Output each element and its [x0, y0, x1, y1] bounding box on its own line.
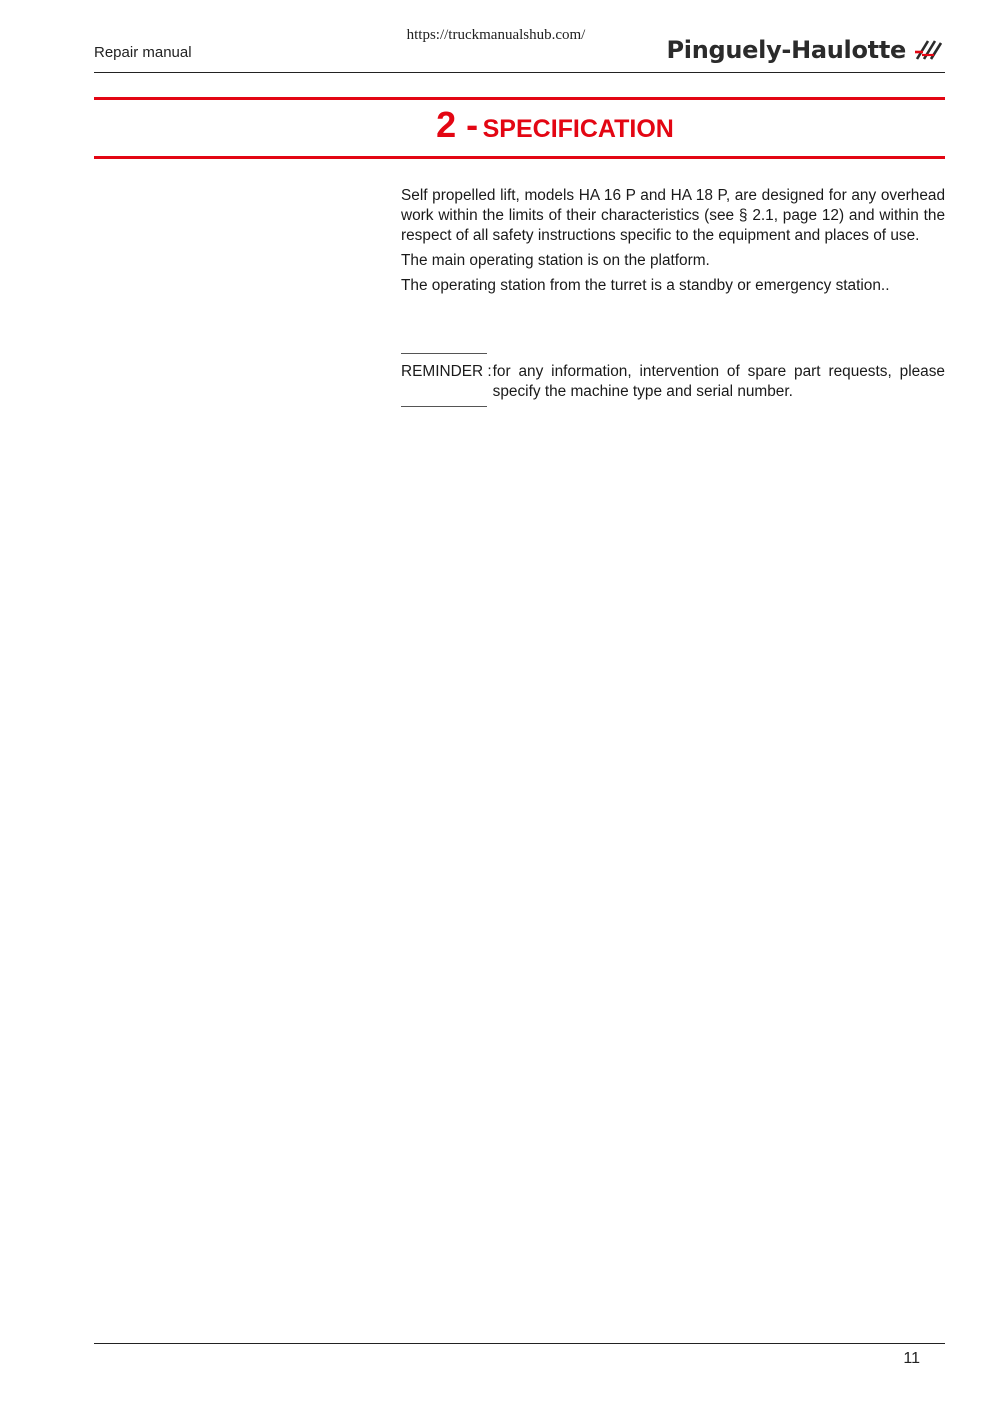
- reminder-rule-bottom: [401, 406, 487, 407]
- reminder-row: [401, 362, 945, 402]
- header-divider: [94, 72, 945, 73]
- page-number: 11: [903, 1350, 920, 1367]
- paragraph-intro: Self propelled lift, models HA 16 P and HA 18 P, are designed for any overhead work within the limits of their characteristics (see § 2.1, page 12) and within the respect of all safety instructions specific to the equipment and places of use.: [401, 187, 945, 244]
- chapter-name: SPECIFICATION: [482, 115, 674, 143]
- chapter-number: 2 -: [436, 104, 479, 145]
- body-text: [401, 186, 945, 301]
- brand-slashes-logo-icon: [914, 38, 942, 62]
- reminder-note: [401, 353, 945, 407]
- brand-name: Pinguely-Haulotte: [666, 36, 906, 64]
- reminder-text: for any information, intervention of spare part requests, please specify the machine type and serial number.: [492, 363, 945, 400]
- brand-header: [667, 36, 942, 64]
- reminder-rule-top: [401, 353, 487, 354]
- manual-type-label: Repair manual: [94, 44, 192, 61]
- paragraph-turret-station: The operating station from the turret is a standby or emergency station..: [401, 277, 890, 294]
- source-url[interactable]: https://truckmanualshub.com/: [406, 27, 586, 43]
- reminder-label: REMINDER :: [401, 363, 492, 380]
- footer-divider: [94, 1343, 945, 1344]
- title-rule-bottom: [94, 156, 945, 159]
- title-rule-top: [94, 97, 945, 100]
- chapter-title: [0, 104, 992, 146]
- paragraph-main-station: The main operating station is on the platform.: [401, 252, 710, 269]
